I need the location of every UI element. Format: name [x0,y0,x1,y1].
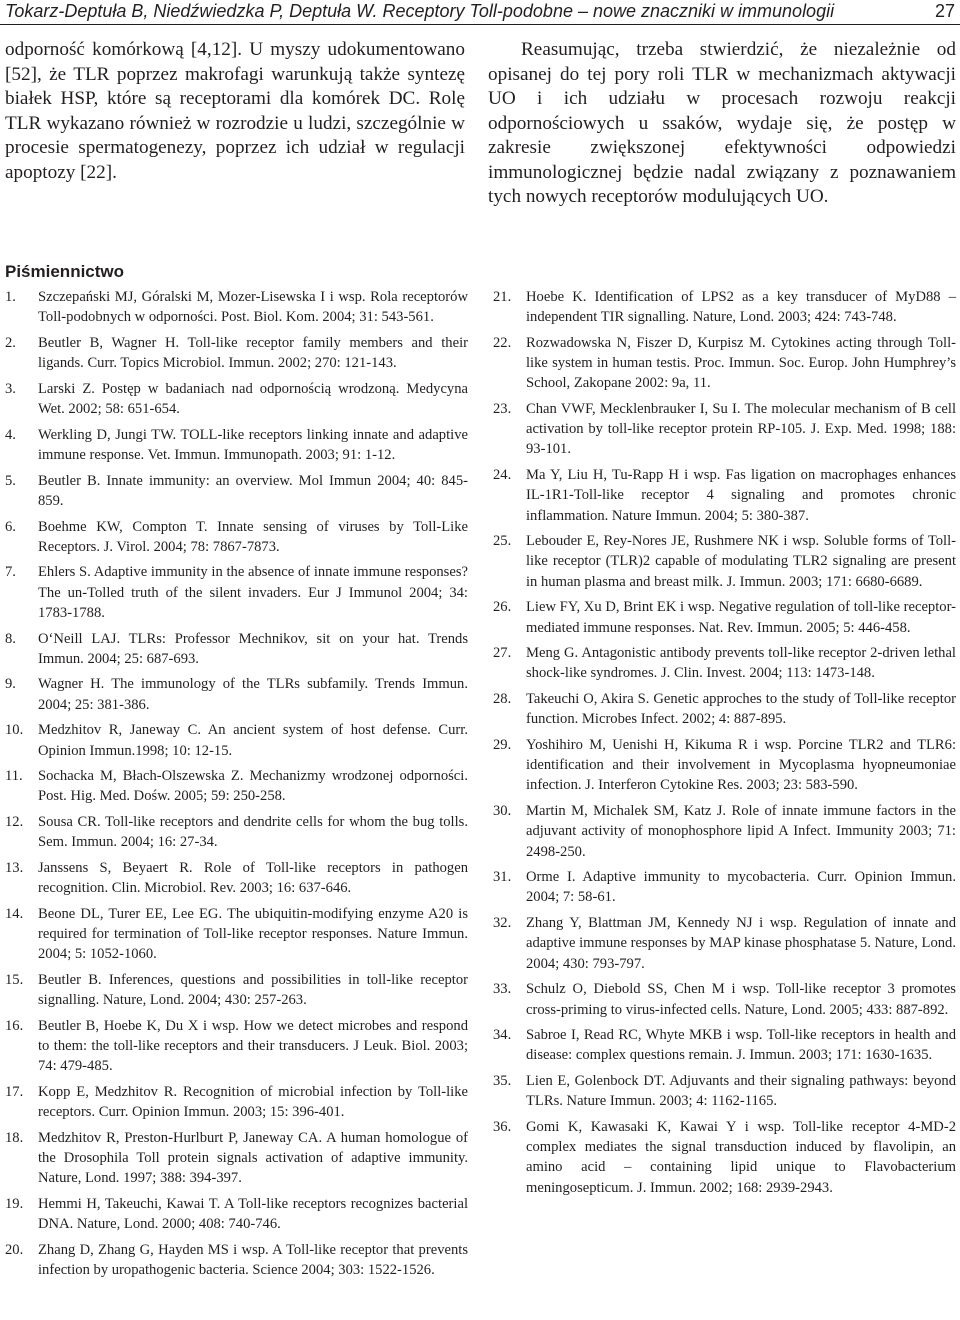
reference-number: 15. [5,972,24,989]
reference-text: Szczepański MJ, Góralski M, Mozer-Lisewska I i wsp. Rola receptorów Toll-podobnych w odporności. Post. Biol. Kom. 2004; 31: 543-561. [38,289,468,326]
reference-number: 13. [5,860,24,877]
reference-number: 35. [493,1073,512,1090]
reference-item [5,970,468,1010]
reference-text: Takeuchi O, Akira S. Genetic approches to the study of Toll-like receptor function. Microbes Infect. 2002; 4: 887-895. [526,691,956,728]
reference-number: 3. [5,380,16,397]
reference-number: 7. [5,564,16,581]
reference-text: Ma Y, Liu H, Tu-Rapp H i wsp. Fas ligation on macrophages enhances IL-1R1-Toll-like receptor 4 signaling and promotes chronic inflammation. Nature Immun. 2004; 5: 380-387. [526,467,956,524]
reference-text: Martin M, Michalek SM, Katz J. Role of innate immune factors in the adjuvant activity of monophosphore lipid A Infect. Immunity 2003; 71: 2498-250. [526,803,956,860]
reference-item [493,1025,956,1065]
reference-number: 25. [493,533,512,550]
reference-number: 11. [5,768,23,785]
reference-item [493,689,956,729]
reference-item [5,562,468,623]
reference-text: Hemmi H, Takeuchi, Kawai T. A Toll-like receptors recognizes bacterial DNA. Nature, Lond. 2000; 408: 740-746. [38,1196,468,1233]
reference-number: 4. [5,426,16,443]
reference-item [493,333,956,394]
reference-item [493,1071,956,1111]
reference-number: 33. [493,981,512,998]
reference-item [5,1082,468,1122]
reference-text: Boehme KW, Compton T. Innate sensing of viruses by Toll-Like Receptors. J. Virol. 2004; 78: 7867-7873. [38,518,468,555]
reference-item [5,674,468,714]
reference-number: 26. [493,599,512,616]
reference-text: Janssens S, Beyaert R. Role of Toll-like receptors in pathogen recognition. Clin. Microbiol. Rev. 2003; 16: 637-646. [38,860,468,897]
reference-item [5,1016,468,1077]
reference-item [5,379,468,419]
reference-number: 5. [5,472,16,489]
reference-text: Beutler B. Inferences, questions and possibilities in toll-like receptor signalling. Nature, Lond. 2004; 430: 257-263. [38,972,468,1009]
reference-item [493,867,956,907]
reference-item [493,465,956,526]
reference-text: Medzhitov R, Janeway C. An ancient system of host defense. Curr. Opinion Immun.1998; 10: 12-15. [38,722,468,759]
reference-number: 21. [493,289,512,305]
references-column-right [493,287,956,1203]
reference-number: 34. [493,1027,512,1044]
reference-number: 28. [493,691,512,708]
reference-text: Wagner H. The immunology of the TLRs subfamily. Trends Immun. 2004; 25: 381-386. [38,676,468,713]
reference-text: Medzhitov R, Preston-Hurlburt P, Janeway CA. A human homologue of the Drosophila Toll protein signals activation of adaptive immunity. Nature, Lond. 1997; 388: 394-397. [38,1130,468,1187]
reference-item [493,399,956,460]
reference-text: Ehlers S. Adaptive immunity in the absence of innate immune responses? The un-Tolled truth of the silent invaders. Eur J Immunol 2004; 34: 1783-1788. [38,564,468,621]
reference-text: Rozwadowska N, Fiszer D, Kurpisz M. Cytokines acting through Toll-like system in human testis. Proc. Immun. Soc. Europ. John Humphrey’s School, Zakopane 2002: 9a, 11. [526,334,956,392]
reference-number: 2. [5,334,16,351]
reference-item [5,333,468,373]
reference-item [493,735,956,796]
reference-number: 32. [493,915,512,932]
reference-number: 17. [5,1084,24,1101]
reference-item [493,1117,956,1198]
reference-text: Zhang D, Zhang G, Hayden MS i wsp. A Toll-like receptor that prevents infection by uropathogenic bacteria. Science 2004; 303: 1522-1526. [38,1242,468,1279]
reference-text: Larski Z. Postęp w badaniach nad odpornością wrodzoną. Medycyna Wet. 2002; 58: 651-654. [38,380,468,418]
running-header [5,0,955,24]
reference-number: 9. [5,676,16,693]
reference-number: 6. [5,518,16,535]
reference-item [5,766,468,806]
reference-item [5,1240,468,1280]
reference-text: Yoshihiro M, Uenishi H, Kikuma R i wsp. Porcine TLR2 and TLR6: identification and their involvement in Mycoplasma hyopneumoniae infection. J. Interferon Cytokine Res. 2003; 23: 583-590. [526,737,956,794]
reference-item [493,597,956,637]
reference-item [5,287,468,327]
reference-item [5,517,468,557]
reference-number: 18. [5,1130,24,1147]
reference-item [5,904,468,965]
reference-number: 14. [5,905,24,922]
reference-number: 29. [493,737,512,754]
page-number: 27 [934,1,955,21]
reference-item [5,1194,468,1234]
reference-number: 36. [493,1119,512,1136]
reference-text: Meng G. Antagonistic antibody prevents toll-like receptor 2-driven lethal shock-like syndromes. J. Clin. Invest. 2004; 113: 1473-148. [526,645,956,682]
reference-number: 8. [5,630,16,647]
reference-number: 1. [5,289,16,305]
references-heading: Piśmiennictwo [5,262,125,281]
reference-number: 20. [5,1242,24,1259]
reference-number: 27. [493,645,512,662]
reference-number: 31. [493,869,512,886]
reference-text: Zhang Y, Blattman JM, Kennedy NJ i wsp. Regulation of innate and adaptive immune responses by MAP kinase phosphatase 5. Nature, Lond. 2004; 430: 793-797. [526,915,956,972]
reference-text: Orme I. Adaptive immunity to mycobacteria. Curr. Opinion Immun. 2004; 7: 58-61. [526,869,956,906]
reference-text: Schulz O, Diebold SS, Chen M i wsp. Toll-like receptor 3 promotes cross-priming to virus-infected cells. Nature, Lond. 2005; 433: 887-892. [526,981,956,1018]
reference-item [493,287,956,327]
reference-text: Werkling D, Jungi TW. TOLL-like receptors linking innate and adaptive immune response. Vet. Immun. Immunopath. 2003; 91: 1-12. [38,426,468,463]
reference-item [5,629,468,669]
reference-text: Beutler B, Wagner H. Toll-like receptor family members and their ligands. Curr. Topics Microbiol. Immun. 2002; 270: 121-143. [38,334,468,372]
reference-item [5,720,468,760]
reference-text: Lien E, Golenbock DT. Adjuvants and their signaling pathways: beyond TLRs. Nature Immun. 2003; 4: 1162-1165. [526,1073,956,1110]
reference-text: Beutler B. Innate immunity: an overview. Mol Immun 2004; 40: 845-859. [38,472,468,509]
body-paragraph-left: odporność komórkową [4,12]. U myszy udokumentowano [52], że TLR poprzez makrofagi warunkują także syntezę białek HSP, które są receptorami dla komórek DC. Rolę TLR wykazano również w rozrodzie u ludzi, szczególnie w procesie spermatogenezy, poprzez ich udział w regulacji apoptozy [22]. [5,39,465,183]
reference-number: 19. [5,1196,24,1213]
reference-number: 24. [493,467,512,484]
reference-number: 16. [5,1018,24,1034]
reference-text: Sabroe I, Read RC, Whyte MKB i wsp. Toll-like receptors in health and disease: complex questions remain. J. Immun. 2003; 171: 1630-1635. [526,1027,956,1064]
reference-item [5,1128,468,1189]
reference-number: 23. [493,401,512,418]
reference-text: Liew FY, Xu D, Brint EK i wsp. Negative regulation of toll-like receptor-mediated immune responses. Nat. Rev. Immun. 2005; 5: 446-458. [526,599,956,636]
reference-text: Sochacka M, Błach-Olszewska Z. Mechanizmy wrodzonej odporności. Post. Hig. Med. Dośw. 2005; 59: 250-258. [38,768,468,805]
reference-number: 22. [493,334,512,351]
reference-item [493,979,956,1019]
reference-text: Sousa CR. Toll-like receptors and dendrite cells for whom the bug tolls. Sem. Immun. 2004; 16: 27-34. [38,814,468,851]
header-rule [0,24,960,25]
reference-text: O‘Neill LAJ. TLRs: Professor Mechnikov, sit on your hat. Trends Immun. 2004; 25: 687-693. [38,630,468,667]
reference-number: 30. [493,803,512,820]
reference-item [5,471,468,511]
reference-text: Kopp E, Medzhitov R. Recognition of microbial infection by Toll-like receptors. Curr. Opinion Immun. 2003; 15: 396-401. [38,1084,468,1121]
reference-item [493,643,956,683]
reference-item [5,858,468,898]
reference-text: Hoebe K. Identification of LPS2 as a key transducer of MyD88 – independent TIR signalling. Nature, Lond. 2003; 424: 743-748. [526,289,956,326]
references-column-left [5,287,468,1286]
header-title: Tokarz-Deptuła B, Niedźwiedzka P, Deptuła W. Receptory Toll-podobne – nowe znaczniki w immunologii [5,1,835,21]
reference-item [5,425,468,465]
reference-text: Lebouder E, Rey-Nores JE, Rushmere NK i wsp. Soluble forms of Toll-like receptor (TLR)2 capable of modulating TLR2 signaling are present in human plasma and breast milk. J. Immun. 2003; 171: 6680-6689. [526,533,956,590]
reference-text: Chan VWF, Mecklenbrauker I, Su I. The molecular mechanism of B cell activation by toll-like receptor protein RP-105. J. Exp. Med. 1998; 188: 93-101. [526,401,956,458]
reference-text: Beone DL, Turer EE, Lee EG. The ubiquitin-modifying enzyme A20 is required for termination of Toll-like receptor responses. Nature Immun. 2004; 5: 1052-1060. [38,905,468,963]
reference-text: Beutler B, Hoebe K, Du X i wsp. How we detect microbes and respond to them: the toll-like receptors and their transducers. J Leuk. Biol. 2003; 74: 479-485. [38,1018,468,1075]
reference-item [493,531,956,592]
reference-text: Gomi K, Kawasaki K, Kawai Y i wsp. Toll-like receptor 4-MD-2 complex mediates the signal transduction induced by flavolipin, an amino acid – containing lipid unique to Flavobacterium meningosepticum. J. Immun. 2002; 168: 2939-2943. [526,1119,956,1196]
reference-item [493,801,956,862]
reference-number: 10. [5,722,24,739]
reference-item [493,913,956,974]
body-paragraph-right: Reasumując, trzeba stwierdzić, że niezależnie od opisanej do tej pory roli TLR w mechanizmach aktywacji UO i ich udziału w procesach rozwoju reakcji odpornościowych u ssaków, wydaje się, że postęp w zakresie zwiększonej efektywności odpowiedzi immunologicznej będzie nadal związany z poznawaniem tych nowych receptorów modulujących UO. [488,39,956,207]
reference-number: 12. [5,814,24,831]
reference-item [5,812,468,852]
